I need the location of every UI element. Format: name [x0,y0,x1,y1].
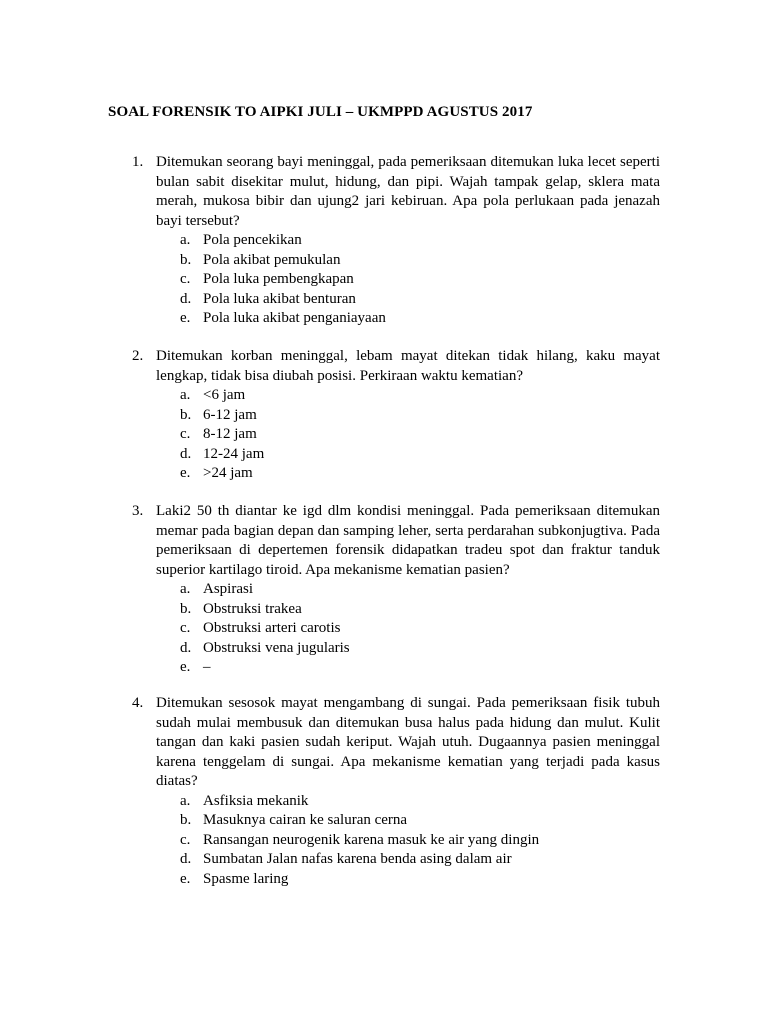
option-text: <6 jam [203,387,246,403]
question-number: 1. [132,154,144,170]
option-b [180,251,660,271]
option-text: 6-12 jam [203,406,257,423]
option-e [180,464,660,484]
option-text: Ransangan neurogenik karena masuk ke air yang dingin [203,831,540,848]
option-text: Asfiksia mekanik [203,792,309,809]
option-text: Sumbatan Jalan nafas karena benda asing dalam air [203,851,512,867]
option-text: Obstruksi vena jugularis [203,639,350,656]
option-text: Obstruksi arteri carotis [203,620,341,636]
option-letter: d. [180,851,192,867]
option-letter: e. [180,659,191,675]
answer-options [180,792,660,890]
option-letter: e. [180,310,191,326]
question-2 [132,347,660,484]
document-title: SOAL FORENSIK TO AIPKI JULI – UKMPPD AGUSTUS 2017 [108,104,533,120]
option-letter: b. [180,600,192,617]
option-e [180,870,660,890]
option-letter: e. [180,465,191,481]
option-c [180,619,660,639]
question-1 [132,153,660,329]
option-text: 8-12 jam [203,426,257,442]
option-letter: c. [180,426,191,442]
option-letter: e. [180,870,191,887]
option-text: Pola luka akibat penganiayaan [203,310,386,326]
option-b [180,811,660,831]
option-letter: d. [180,445,192,462]
option-text: Pola pencekikan [203,232,302,248]
option-letter: c. [180,831,191,848]
option-text: Spasme laring [203,870,289,887]
option-c [180,270,660,290]
option-b [180,600,660,620]
option-c [180,831,660,851]
question-number: 4. [132,695,144,711]
option-letter: a. [180,581,191,597]
option-text: Pola akibat pemukulan [203,251,341,268]
option-c [180,425,660,445]
option-letter: b. [180,406,192,423]
option-d [180,290,660,310]
answer-options [180,386,660,484]
option-letter: b. [180,812,192,828]
question-number: 2. [132,348,144,364]
option-d [180,639,660,659]
option-a [180,792,660,812]
question-text: Ditemukan sesosok mayat mengambang di sungai. Pada pemeriksaan fisik tubuh sudah mulai membusuk dan ditemukan busa halus pada hidung dan mulut. Kulit tangan dan kaki pasien sudah keriput. Wajah utuh. Dugaannya pasien meninggal karena tenggelam di sungai. Apa mekanisme kematian yang terjadi pada kasus diatas? [156,695,660,789]
question-3 [132,502,660,678]
option-text: Pola luka akibat benturan [203,290,356,307]
answer-options [180,580,660,678]
answer-options [180,231,660,329]
question-4 [132,694,660,889]
option-e [180,309,660,329]
option-d [180,445,660,465]
option-e [180,658,660,678]
option-text: – [203,659,211,675]
question-text: Ditemukan korban meninggal, lebam mayat ditekan tidak hilang, kaku mayat lengkap, tidak bisa diubah posisi. Perkiraan waktu kematian? [156,348,660,384]
option-letter: a. [180,387,191,403]
option-letter: d. [180,639,192,656]
option-d [180,850,660,870]
option-text: Aspirasi [203,581,253,597]
option-text: Masuknya cairan ke saluran cerna [203,812,408,828]
option-text: 12-24 jam [203,445,265,462]
option-a [180,580,660,600]
option-letter: a. [180,792,191,809]
option-b [180,406,660,426]
question-number: 3. [132,503,144,519]
option-text: Obstruksi trakea [203,600,302,617]
option-letter: d. [180,290,192,307]
option-letter: a. [180,232,191,248]
option-letter: c. [180,271,191,287]
option-letter: c. [180,620,191,636]
option-text: >24 jam [203,465,253,481]
question-text: Laki2 50 th diantar ke igd dlm kondisi meninggal. Pada pemeriksaan ditemukan memar pada bagian depan dan samping leher, serta perdarahan subkonjugtiva. Pada pemeriksaan di depertemen forensik didapatkan tradeu spot dan fraktur tanduk superior kartilago tiroid. Apa mekanisme kematian pasien? [156,503,660,578]
option-letter: b. [180,251,192,268]
option-text: Pola luka pembengkapan [203,271,354,287]
question-text: Ditemukan seorang bayi meninggal, pada pemeriksaan ditemukan luka lecet seperti bulan sabit disekitar mulut, hidung, dan pipi. Wajah tampak gelap, sklera mata merah, mukosa bibir dan ujung2 jari kebiruan. Apa pola perlukaan pada jenazah bayi tersebut? [156,154,660,229]
option-a [180,386,660,406]
option-a [180,231,660,251]
